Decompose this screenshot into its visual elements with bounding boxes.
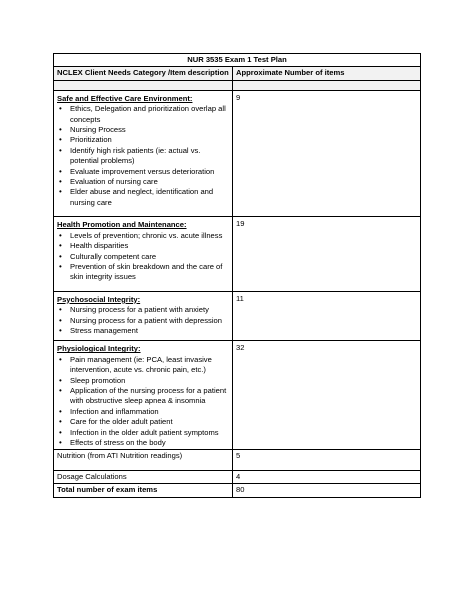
list-item: • Culturally competent care <box>57 252 229 262</box>
test-plan-table <box>53 53 421 498</box>
spacer-cell <box>233 80 421 90</box>
total-label: Total number of exam items <box>54 484 233 497</box>
list-item: • Evaluate improvement versus deterioration <box>57 167 229 177</box>
list-item: • Nursing Process <box>57 125 229 135</box>
list-item: • Effects of stress on the body <box>57 438 229 448</box>
category-title: Health Promotion and Maintenance: <box>57 220 187 230</box>
list-item: • Ethics, Delegation and prioritization overlap all concepts <box>57 104 229 125</box>
list-item: • Sleep promotion <box>57 376 229 386</box>
document-page <box>53 53 420 498</box>
dosage-row <box>54 470 421 483</box>
list-item: • Nursing process for a patient with anxiety <box>57 305 229 315</box>
header-category: NCLEX Client Needs Category /Item description <box>54 67 233 80</box>
list-item: • Care for the older adult patient <box>57 417 229 427</box>
category-count: 32 <box>233 341 421 450</box>
list-item: • Prioritization <box>57 135 229 145</box>
total-row <box>54 484 421 497</box>
list-item: • Application of the nursing process for a patient with obstructive sleep apnea & insomnia <box>57 386 229 407</box>
category-title: Physiological Integrity: <box>57 344 141 354</box>
category-item-list <box>57 104 229 208</box>
category-cell <box>54 341 233 450</box>
header-row <box>54 67 421 80</box>
category-row-health-promotion <box>54 217 421 291</box>
list-item: • Infection and inflammation <box>57 407 229 417</box>
category-row-psychosocial <box>54 291 421 341</box>
nutrition-label: Nutrition (from ATI Nutrition readings) <box>54 450 233 470</box>
document-title: NUR 3535 Exam 1 Test Plan <box>54 54 421 67</box>
nutrition-row <box>54 450 421 470</box>
dosage-label: Dosage Calculations <box>54 470 233 483</box>
category-cell <box>54 217 233 291</box>
list-item: • Infection in the older adult patient symptoms <box>57 428 229 438</box>
list-item: • Identify high risk patients (ie: actual vs. potential problems) <box>57 146 229 167</box>
spacer-row <box>54 80 421 90</box>
list-item: • Stress management <box>57 326 229 336</box>
list-item: • Pain management (ie: PCA, least invasive intervention, acute vs. chronic pain, etc.) <box>57 355 229 376</box>
category-item-list <box>57 355 229 449</box>
list-item: • Levels of prevention; chronic vs. acute illness <box>57 231 229 241</box>
category-title: Psychosocial Integrity: <box>57 294 141 304</box>
list-item: • Prevention of skin breakdown and the care of skin integrity issues <box>57 262 229 283</box>
category-row-physiological <box>54 341 421 450</box>
dosage-count: 4 <box>233 470 421 483</box>
list-item: • Evaluation of nursing care <box>57 177 229 187</box>
nutrition-count: 5 <box>233 450 421 470</box>
category-title: Safe and Effective Care Environment: <box>57 93 193 103</box>
spacer-cell <box>54 80 233 90</box>
total-count: 80 <box>233 484 421 497</box>
category-cell <box>54 90 233 216</box>
title-row <box>54 54 421 67</box>
category-item-list <box>57 305 229 336</box>
category-item-list <box>57 231 229 283</box>
category-cell <box>54 291 233 341</box>
header-count: Approximate Number of items <box>233 67 421 80</box>
category-count: 9 <box>233 90 421 216</box>
list-item: • Nursing process for a patient with depression <box>57 316 229 326</box>
category-row-safe-care <box>54 90 421 216</box>
list-item: • Elder abuse and neglect, identification and nursing care <box>57 187 229 208</box>
category-count: 11 <box>233 291 421 341</box>
list-item: • Health disparities <box>57 241 229 251</box>
category-count: 19 <box>233 217 421 291</box>
